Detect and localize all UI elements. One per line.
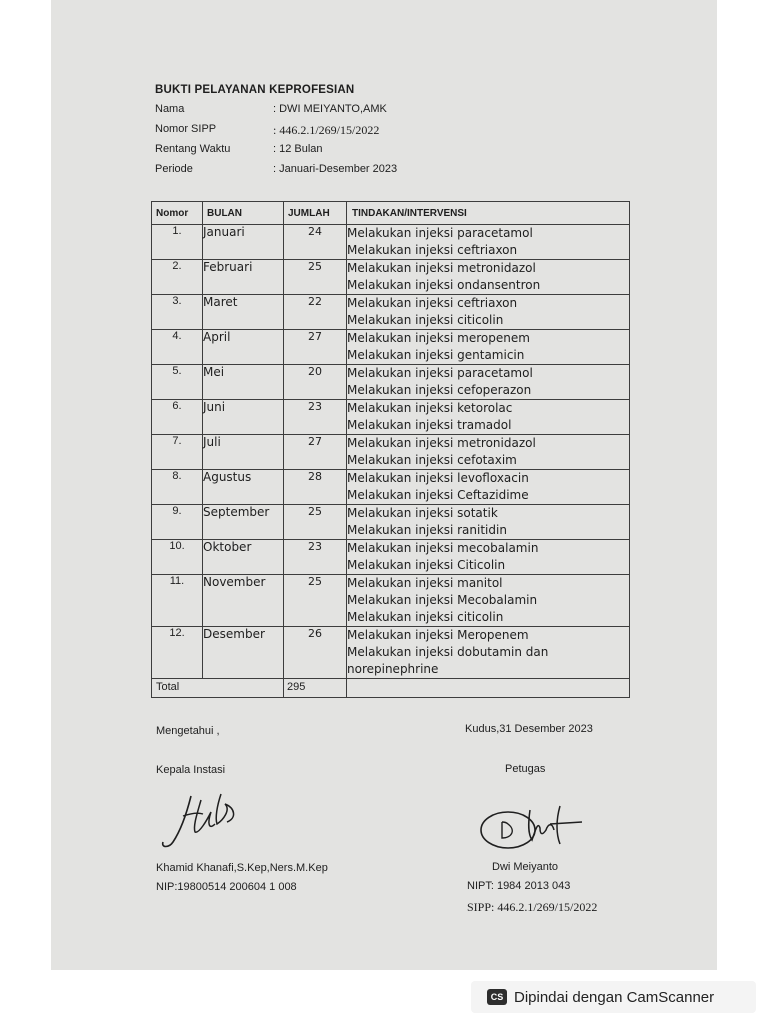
cell-tindakan [347,627,630,679]
cell-nomor: 10. [152,540,203,575]
kepala-instansi-label: Kepala Instasi [156,764,226,776]
cell-tindakan [347,365,630,400]
tindakan-line: Melakukan injeksi mecobalamin [347,541,539,555]
cell-bulan: Juli [203,435,284,470]
field-label: Nama [155,103,185,115]
tindakan-line: Melakukan injeksi ceftriaxon [347,296,518,310]
cell-jumlah: 24 [284,225,347,260]
column-header-nomor: Nomor [152,202,203,225]
table-row [152,260,630,295]
cell-jumlah: 23 [284,400,347,435]
camscanner-watermark [471,981,756,1013]
column-header-bulan: BULAN [203,202,284,225]
tindakan-line: Melakukan injeksi ondansentron [347,278,541,292]
cell-nomor: 6. [152,400,203,435]
cell-bulan: Agustus [203,470,284,505]
table-row [152,295,630,330]
cell-tindakan [347,505,630,540]
tindakan-line: Melakukan injeksi Mecobalamin [347,593,538,607]
table-row [152,575,630,627]
petugas-nipt: NIPT: 1984 2013 043 [467,880,571,892]
cell-nomor: 12. [152,627,203,679]
cell-jumlah: 20 [284,365,347,400]
mengetahui-label: Mengetahui , [156,725,220,737]
column-header-jumlah: JUMLAH [284,202,347,225]
tindakan-line: Melakukan injeksi manitol [347,576,503,590]
field-value: : 446.2.1/269/15/2022 [273,123,380,137]
tindakan-line: Melakukan injeksi paracetamol [347,226,533,240]
table-row [152,225,630,260]
cell-tindakan [347,260,630,295]
cell-nomor: 1. [152,225,203,260]
tindakan-line: Melakukan injeksi dobutamin dan [347,645,549,659]
column-header-tindakan: TINDAKAN/INTERVENSI [347,202,630,225]
cell-tindakan [347,435,630,470]
tindakan-line: Melakukan injeksi meropenem [347,331,530,345]
kepala-nip: NIP:19800514 200604 1 008 [156,881,297,893]
cell-jumlah: 28 [284,470,347,505]
table-row [152,365,630,400]
camscanner-text: Dipindai dengan CamScanner [514,988,715,1006]
cell-nomor: 8. [152,470,203,505]
cell-nomor: 5. [152,365,203,400]
total-empty-cell [347,679,630,698]
signature-khamid-icon [155,790,245,852]
cell-tindakan [347,225,630,260]
cell-jumlah: 25 [284,260,347,295]
table-row [152,627,630,679]
tindakan-line: Melakukan injeksi levofloxacin [347,471,529,485]
cell-bulan: November [203,575,284,627]
cell-tindakan [347,470,630,505]
tindakan-line: Melakukan injeksi ceftriaxon [347,243,518,257]
field-label: Rentang Waktu [155,143,231,155]
field-value: : DWI MEIYANTO,AMK [273,103,387,115]
cell-nomor: 9. [152,505,203,540]
tindakan-line: Melakukan injeksi tramadol [347,418,512,432]
table-header-row [152,202,630,225]
tindakan-line: Melakukan injeksi cefoperazon [347,383,532,397]
cell-jumlah: 23 [284,540,347,575]
cell-tindakan [347,540,630,575]
cell-bulan: April [203,330,284,365]
tindakan-line: Melakukan injeksi Ceftazidime [347,488,529,502]
cell-bulan: Oktober [203,540,284,575]
cell-jumlah: 25 [284,575,347,627]
cell-tindakan [347,575,630,627]
field-periode [155,163,397,183]
cell-bulan: Maret [203,295,284,330]
cell-bulan: Desember [203,627,284,679]
table-total-row [152,679,630,698]
cell-bulan: Februari [203,260,284,295]
cell-bulan: Mei [203,365,284,400]
total-label: Total [152,679,284,698]
camscanner-logo-icon: CS [487,989,507,1005]
tindakan-line: Melakukan injeksi metronidazol [347,436,536,450]
cell-tindakan [347,330,630,365]
cell-jumlah: 27 [284,435,347,470]
place-date: Kudus,31 Desember 2023 [465,723,593,735]
table-row [152,435,630,470]
field-rentang-waktu [155,143,323,163]
cell-nomor: 4. [152,330,203,365]
cell-bulan: Januari [203,225,284,260]
cell-bulan: Juni [203,400,284,435]
petugas-sipp: SIPP: 446.2.1/269/15/2022 [467,900,598,914]
tindakan-line: Melakukan injeksi Meropenem [347,628,529,642]
tindakan-line: norepinephrine [347,662,439,676]
kepala-name: Khamid Khanafi,S.Kep,Ners.M.Kep [156,862,328,874]
cell-nomor: 11. [152,575,203,627]
table-row [152,470,630,505]
field-label: Nomor SIPP [155,123,217,135]
cell-jumlah: 27 [284,330,347,365]
field-value: : 12 Bulan [273,143,323,155]
tindakan-line: Melakukan injeksi gentamicin [347,348,525,362]
tindakan-line: Melakukan injeksi ranitidin [347,523,507,537]
field-nomor-sipp [155,123,379,143]
field-value: : Januari-Desember 2023 [273,163,398,175]
cell-jumlah: 26 [284,627,347,679]
cell-nomor: 3. [152,295,203,330]
document-title: BUKTI PELAYANAN KEPROFESIAN [155,84,355,96]
cell-jumlah: 22 [284,295,347,330]
table-row [152,540,630,575]
tindakan-line: Melakukan injeksi ketorolac [347,401,513,415]
cell-nomor: 2. [152,260,203,295]
petugas-label: Petugas [505,763,546,775]
table-row [152,505,630,540]
tindakan-line: Melakukan injeksi paracetamol [347,366,533,380]
table-row [152,330,630,365]
field-nama [155,103,387,123]
table-row [152,400,630,435]
tindakan-line: Melakukan injeksi Citicolin [347,558,506,572]
tindakan-line: Melakukan injeksi citicolin [347,610,504,624]
cell-jumlah: 25 [284,505,347,540]
field-label: Periode [155,163,193,175]
tindakan-line: Melakukan injeksi metronidazol [347,261,536,275]
total-value: 295 [284,679,347,698]
tindakan-line: Melakukan injeksi sotatik [347,506,498,520]
cell-bulan: September [203,505,284,540]
cell-tindakan [347,400,630,435]
tindakan-line: Melakukan injeksi cefotaxim [347,453,517,467]
petugas-name: Dwi Meiyanto [492,861,559,873]
cell-tindakan [347,295,630,330]
service-table [151,201,630,698]
signature-dwi-icon [478,800,590,858]
tindakan-line: Melakukan injeksi citicolin [347,313,504,327]
cell-nomor: 7. [152,435,203,470]
